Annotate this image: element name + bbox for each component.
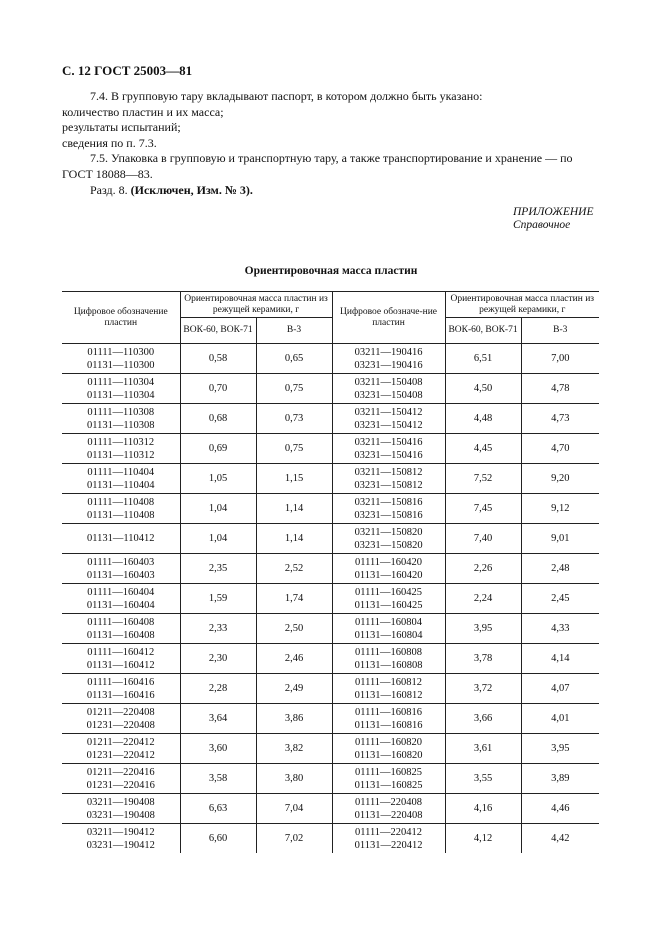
mass-vok-right: 4,50 [445,374,521,404]
table-row [62,494,599,524]
code-cell-right [332,614,445,644]
plate-code: 01131—110408 [87,509,155,521]
plate-code: 03231—150812 [354,479,423,491]
plate-code: 03211—150812 [354,466,423,478]
plate-code: 01131—110300 [87,359,155,371]
plate-code: 03211—190408 [86,796,155,808]
mass-v3-left: 3,86 [256,704,332,734]
plate-code: 01131—110304 [87,389,155,401]
table-row [62,434,599,464]
code-cell-right [332,794,445,824]
plate-code: 01131—160812 [354,689,423,701]
code-cell-left [62,404,180,434]
plate-code: 01211—220416 [86,766,155,778]
plate-code: 01111—160820 [354,736,423,748]
code-cell-right [332,584,445,614]
code-cell-left [62,434,180,464]
plate-code: 01111—160816 [354,706,423,718]
plate-code: 01211—220412 [86,736,155,748]
table-title: Ориентировочная масса пластин [244,265,418,277]
mass-v3-left: 1,14 [256,494,332,524]
plate-code: 01111—160825 [354,766,423,778]
header-v3-right: В-3 [521,318,599,344]
code-cell-left [62,494,180,524]
mass-vok-right: 4,45 [445,434,521,464]
mass-vok-right: 2,26 [445,554,521,584]
mass-vok-left: 1,59 [180,584,256,614]
table-row [62,554,599,584]
plate-code: 01211—220408 [86,706,155,718]
plate-code: 01111—160416 [87,676,155,688]
plate-code: 01111—160404 [87,586,155,598]
header-mass-right: Ориентировочная масса пластин из режущей керамики, г [445,292,599,318]
mass-v3-left: 1,14 [256,524,332,554]
mass-vok-right: 3,55 [445,764,521,794]
mass-vok-right: 3,95 [445,614,521,644]
appendix-title: ПРИЛОЖЕНИЕ [513,206,594,218]
plate-code: 01131—160816 [354,719,423,731]
code-cell-right [332,704,445,734]
plate-code: 01131—160408 [86,629,155,641]
code-cell-left [62,584,180,614]
paragraph-quantity: количество пластин и их масса; [62,104,224,119]
table-row [62,734,599,764]
mass-v3-right: 4,01 [521,704,599,734]
code-cell-left [62,824,180,854]
mass-vok-right: 7,52 [445,464,521,494]
plate-code: 03231—150412 [354,419,423,431]
mass-vok-right: 3,61 [445,734,521,764]
plate-code: 01111—220408 [354,796,423,808]
mass-v3-right: 2,48 [521,554,599,584]
mass-vok-left: 2,30 [180,644,256,674]
mass-v3-left: 7,04 [256,794,332,824]
table-row [62,764,599,794]
appendix-label [513,206,593,232]
plate-code: 03231—150416 [354,449,423,461]
code-cell-left [62,374,180,404]
mass-vok-left: 0,68 [180,404,256,434]
code-cell-right [332,434,445,464]
mass-vok-left: 6,60 [180,824,256,854]
plate-code: 03231—190408 [86,809,155,821]
paragraph-7-4: 7.4. В групповую тару вкладывают паспорт, в котором должно быть указано: [90,89,483,103]
plate-code: 01131—160404 [86,599,155,611]
plate-code: 01131—110412 [87,533,155,544]
mass-vok-right: 2,24 [445,584,521,614]
section-8-excluded: (Исключен, Изм. № 3). [130,182,253,197]
mass-v3-right: 4,33 [521,614,599,644]
plate-code: 03231—190412 [86,839,155,851]
mass-v3-right: 4,42 [521,824,599,854]
table-row [62,524,599,554]
plate-code: 03231—150816 [354,509,423,521]
mass-v3-right: 4,70 [521,434,599,464]
table-row [62,374,599,404]
code-cell-right [332,374,445,404]
table-row [62,674,599,704]
code-cell-left [62,674,180,704]
mass-v3-left: 2,52 [256,554,332,584]
code-cell-left [62,704,180,734]
plate-code: 01231—220412 [86,749,155,761]
mass-vok-right: 4,16 [445,794,521,824]
plate-code: 01111—160808 [354,646,423,658]
mass-vok-left: 2,28 [180,674,256,704]
body-text [62,89,600,198]
plate-code: 03231—190416 [354,359,423,371]
mass-vok-right: 4,12 [445,824,521,854]
mass-vok-left: 1,05 [180,464,256,494]
header-code-left: Цифровое обозначение пластин [62,292,180,344]
mass-vok-left: 0,70 [180,374,256,404]
plate-code: 01131—160416 [86,689,155,701]
section-8-prefix: Разд. 8. [90,182,131,197]
mass-v3-left: 0,75 [256,434,332,464]
code-cell-left [62,644,180,674]
plate-code: 03211—150820 [354,526,423,538]
mass-v3-left: 7,02 [256,824,332,854]
plate-code: 01131—160420 [354,569,423,581]
mass-v3-left: 2,46 [256,644,332,674]
plate-code: 03231—150820 [354,539,423,551]
plate-code: 01131—220412 [354,839,423,851]
plate-code: 03211—190416 [354,346,423,358]
code-cell-left [62,344,180,374]
page-header: С. 12 ГОСТ 25003—81 [62,63,193,78]
plate-code: 01111—110304 [87,376,155,388]
mass-v3-right: 4,78 [521,374,599,404]
header-vok-left: ВОК-60, ВОК-71 [180,318,256,344]
header-vok-right: ВОК-60, ВОК-71 [445,318,521,344]
code-cell-right [332,764,445,794]
plate-code: 01131—220408 [354,809,423,821]
plate-code: 01131—160825 [354,779,423,791]
mass-v3-left: 3,82 [256,734,332,764]
mass-v3-right: 3,95 [521,734,599,764]
mass-vok-right: 6,51 [445,344,521,374]
plate-code: 01111—160425 [354,586,423,598]
plate-code: 01111—110300 [87,346,155,358]
code-cell-left [62,734,180,764]
plate-code: 03211—150408 [354,376,423,388]
code-cell-right [332,404,445,434]
plate-code: 01111—110404 [87,466,155,478]
header-v3-left: В-3 [256,318,332,344]
mass-vok-right: 7,45 [445,494,521,524]
plate-code: 03211—150412 [354,406,423,418]
mass-v3-right: 4,07 [521,674,599,704]
plate-code: 01131—160425 [354,599,423,611]
code-cell-left [62,764,180,794]
code-cell-left [62,554,180,584]
plate-code: 03231—150408 [354,389,423,401]
mass-vok-left: 1,04 [180,524,256,554]
plate-code: 01131—110308 [87,419,155,431]
mass-vok-left: 6,63 [180,794,256,824]
code-cell-right [332,644,445,674]
plate-code: 01111—160403 [87,556,155,568]
header-code-right: Цифровое обозначе-ние пластин [332,292,445,344]
plate-code: 01111—160408 [87,616,155,628]
mass-v3-right: 9,12 [521,494,599,524]
plate-code: 01131—160412 [86,659,155,671]
mass-table [62,291,599,853]
mass-v3-left: 2,50 [256,614,332,644]
mass-v3-left: 0,73 [256,404,332,434]
table-row [62,404,599,434]
mass-v3-right: 4,73 [521,404,599,434]
plate-code: 01131—160808 [354,659,423,671]
paragraph-7-5: 7.5. Упаковка в групповую и транспортную тару, а также транспортирование и хранение — по ГОСТ 18088—83. [62,151,573,181]
paragraph-results: результаты испытаний; [62,120,181,135]
plate-code: 01231—220416 [86,779,155,791]
code-cell-right [332,494,445,524]
mass-v3-right: 3,89 [521,764,599,794]
mass-vok-left: 3,58 [180,764,256,794]
mass-v3-left: 2,49 [256,674,332,704]
code-cell-left [62,464,180,494]
mass-vok-right: 3,66 [445,704,521,734]
code-cell-right [332,824,445,854]
header-mass-left: Ориентировочная масса пластин из режущей керамики, г [180,292,332,318]
mass-vok-left: 3,64 [180,704,256,734]
table-row [62,344,599,374]
mass-v3-left: 3,80 [256,764,332,794]
table-row [62,704,599,734]
mass-v3-right: 7,00 [521,344,599,374]
plate-code: 01111—110408 [87,496,155,508]
code-cell-right [332,554,445,584]
code-cell-right [332,524,445,554]
plate-code: 01111—160412 [87,646,155,658]
plate-code: 03211—150816 [354,496,423,508]
plate-code: 01231—220408 [86,719,155,731]
mass-v3-right: 9,01 [521,524,599,554]
table-row [62,644,599,674]
plate-code: 01131—110404 [87,479,155,491]
plate-code: 01131—160403 [86,569,155,581]
plate-code: 01111—160804 [354,616,423,628]
mass-vok-left: 2,33 [180,614,256,644]
plate-code: 01111—160812 [354,676,423,688]
table-row [62,614,599,644]
code-cell-right [332,674,445,704]
mass-v3-left: 1,15 [256,464,332,494]
code-cell-right [332,734,445,764]
plate-code: 01131—110312 [87,449,155,461]
mass-v3-right: 9,20 [521,464,599,494]
table-row [62,584,599,614]
mass-v3-right: 4,46 [521,794,599,824]
mass-v3-right: 4,14 [521,644,599,674]
mass-vok-left: 3,60 [180,734,256,764]
plate-code: 03211—150416 [354,436,423,448]
mass-vok-right: 3,72 [445,674,521,704]
plate-code: 01131—160804 [354,629,423,641]
code-cell-right [332,344,445,374]
paragraph-info: сведения по п. 7.3. [62,135,157,150]
mass-vok-left: 1,04 [180,494,256,524]
mass-v3-right: 2,45 [521,584,599,614]
appendix-subtitle: Справочное [513,219,571,231]
plate-code: 01111—220412 [354,826,423,838]
mass-v3-left: 0,75 [256,374,332,404]
table-row [62,824,599,854]
table-row [62,464,599,494]
plate-code: 01111—160420 [354,556,423,568]
mass-vok-left: 0,58 [180,344,256,374]
plate-code: 03211—190412 [86,826,155,838]
plate-code: 01111—110308 [87,406,155,418]
mass-vok-left: 0,69 [180,434,256,464]
plate-code: 01111—110312 [87,436,155,448]
code-cell-left [62,794,180,824]
table-row [62,794,599,824]
table-body [62,344,599,854]
mass-vok-right: 4,48 [445,404,521,434]
mass-vok-left: 2,35 [180,554,256,584]
mass-v3-left: 1,74 [256,584,332,614]
code-cell-left [62,524,180,554]
mass-vok-right: 3,78 [445,644,521,674]
plate-code: 01131—160820 [354,749,423,761]
paragraph-section-8 [62,183,600,199]
mass-vok-right: 7,40 [445,524,521,554]
code-cell-left [62,614,180,644]
code-cell-right [332,464,445,494]
mass-v3-left: 0,65 [256,344,332,374]
